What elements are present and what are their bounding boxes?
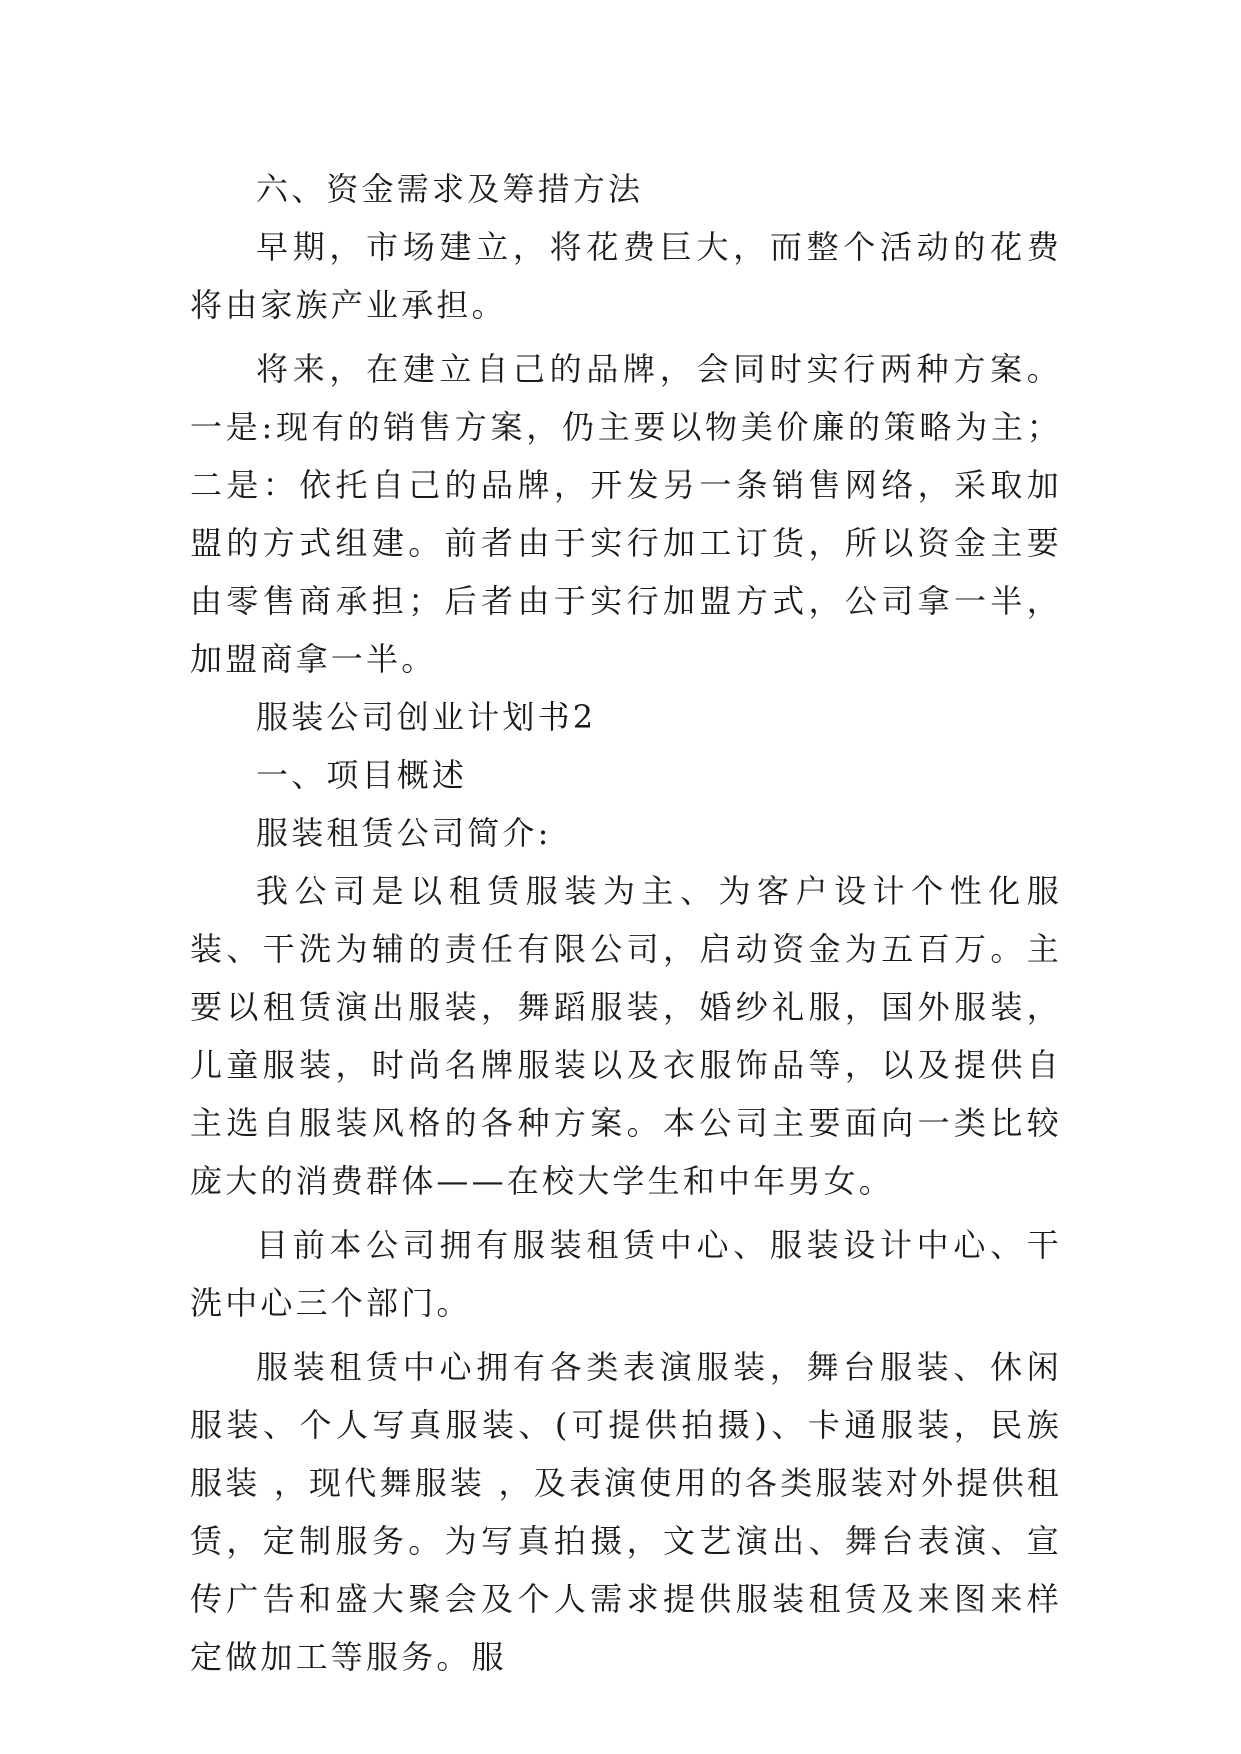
paragraph-departments: 目前本公司拥有服装租赁中心、服装设计中心、干洗中心三个部门。 — [190, 1226, 1062, 1322]
document-title: 服装公司创业计划书2 — [256, 698, 597, 736]
document-body — [190, 160, 1062, 1686]
paragraph-company-description: 我公司是以租赁服装为主、为客户设计个性化服装、干洗为辅的责任有限公司，启动资金为五百万。主要以租赁演出服装，舞蹈服装，婚纱礼服，国外服装，儿童服装，时尚名牌服装以及衣服饰品等，以及提供自主选自服装风格的各种方案。本公司主要面向一类比较庞大的消费群体——在校大学生和中年男女。 — [190, 872, 1062, 1200]
paragraph-early-stage: 早期，市场建立，将花费巨大，而整个活动的花费将由家族产业承担。 — [190, 228, 1062, 324]
paragraph-future-plan: 将来，在建立自己的品牌，会同时实行两种方案。一是:现有的销售方案，仍主要以物美价廉的策略为主；二是：依托自己的品牌，开发另一条销售网络，采取加盟的方式组建。前者由于实行加工订货，所以资金主要由零售商承担；后者由于实行加盟方式，公司拿一半，加盟商拿一半。 — [190, 350, 1062, 678]
section-heading-funding: 六、资金需求及筹措方法 — [256, 170, 644, 208]
paragraph-rental-center: 服装租赁中心拥有各类表演服装，舞台服装、休闲服装、个人写真服装、(可提供拍摄)、卡通服装，民族服装 ，现代舞服装 ，及表演使用的各类服装对外提供租赁，定制服务。为写真拍摄，文艺演出、舞台表演、宣传广告和盛大聚会及个人需求提供服装租赁及来图来样定做加工等服务。服 — [190, 1348, 1062, 1676]
section-heading-overview: 一、项目概述 — [256, 756, 468, 794]
subheading-company-intro: 服装租赁公司简介: — [256, 814, 552, 852]
